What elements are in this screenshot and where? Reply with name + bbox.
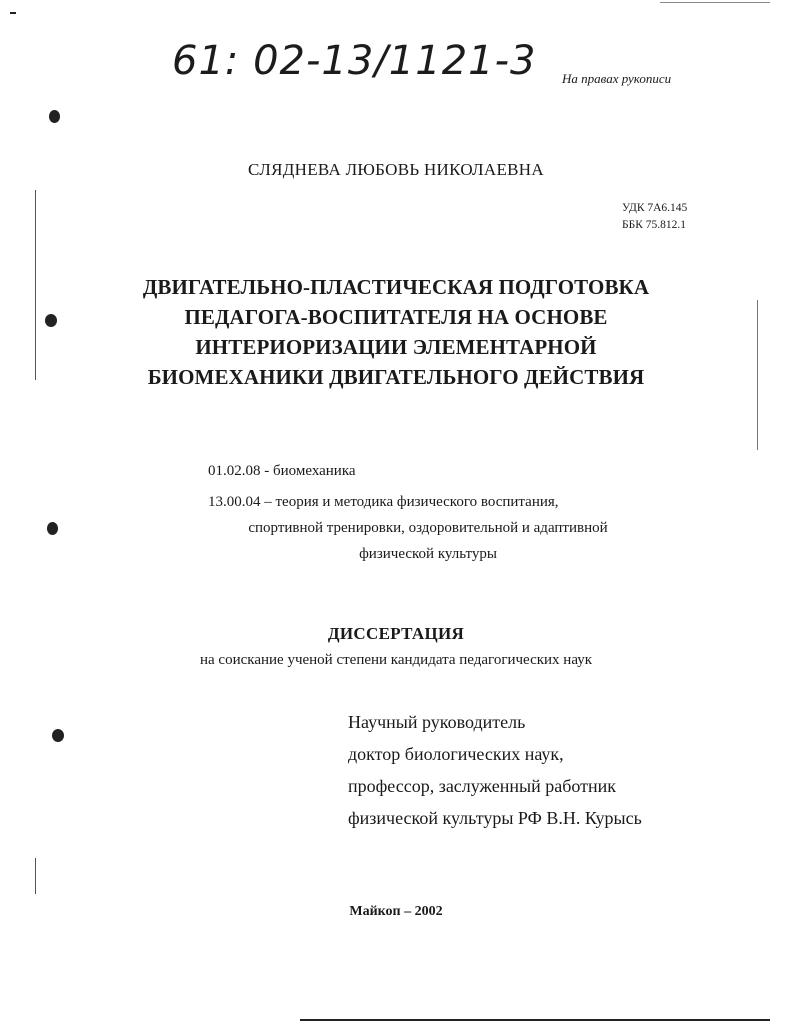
archive-code-text: 61: 02-13/1121-3 [172, 38, 537, 84]
specialty-continuation: физической культуры [359, 546, 497, 562]
scan-top-dash-1 [10, 12, 16, 14]
author-name: СЛЯДНЕВА ЛЮБОВЬ НИКОЛАЕВНА [248, 160, 544, 179]
scan-punch-hole-3 [47, 522, 58, 535]
specialty-physical-education [208, 489, 648, 567]
handwritten-archive-code [168, 30, 568, 100]
scan-punch-hole-4 [52, 729, 64, 742]
classification-codes [622, 200, 687, 234]
title-line: ИНТЕРИОРИЗАЦИИ ЭЛЕМЕНТАРНОЙ [195, 335, 597, 359]
specialty-continuation: спортивной тренировки, оздоровительной и адаптивной [248, 520, 608, 536]
rights-note: На правах рукописи [562, 71, 672, 86]
udk-code: УДК 7А6.145 [622, 202, 688, 214]
scientific-advisor [348, 706, 642, 834]
dissertation-title [0, 272, 792, 392]
title-line: БИОМЕХАНИКИ ДВИГАТЕЛЬНОГО ДЕЙСТВИЯ [147, 365, 645, 389]
advisor-line: Научный руководитель [348, 712, 526, 732]
title-line: ПЕДАГОГА-ВОСПИТАТЕЛЯ НА ОСНОВЕ [184, 305, 608, 329]
advisor-line: физической культуры РФ В.Н. Курысь [348, 808, 642, 828]
title-line: ДВИГАТЕЛЬНО-ПЛАСТИЧЕСКАЯ ПОДГОТОВКА [142, 275, 650, 299]
specialty-line: 13.00.04 – теория и методика физического воспитания, [208, 494, 559, 510]
dissertation-label: ДИССЕРТАЦИЯ [327, 624, 465, 643]
city-year: Майкоп – 2002 [349, 904, 443, 919]
advisor-line: профессор, заслуженный работник [348, 776, 617, 796]
scan-left-edge-line-2 [35, 858, 36, 894]
dissertation-subtitle: на соискание ученой степени кандидата педагогических наук [199, 652, 593, 668]
scan-bottom-line [300, 1019, 770, 1021]
scan-punch-hole-1 [49, 110, 60, 123]
specialty-biomechanics: 01.02.08 - биомеханика [208, 463, 356, 479]
advisor-line: доктор биологических наук, [348, 744, 564, 764]
scan-top-dash-2 [660, 2, 770, 3]
bbk-code: ББК 75.812.1 [622, 219, 687, 231]
